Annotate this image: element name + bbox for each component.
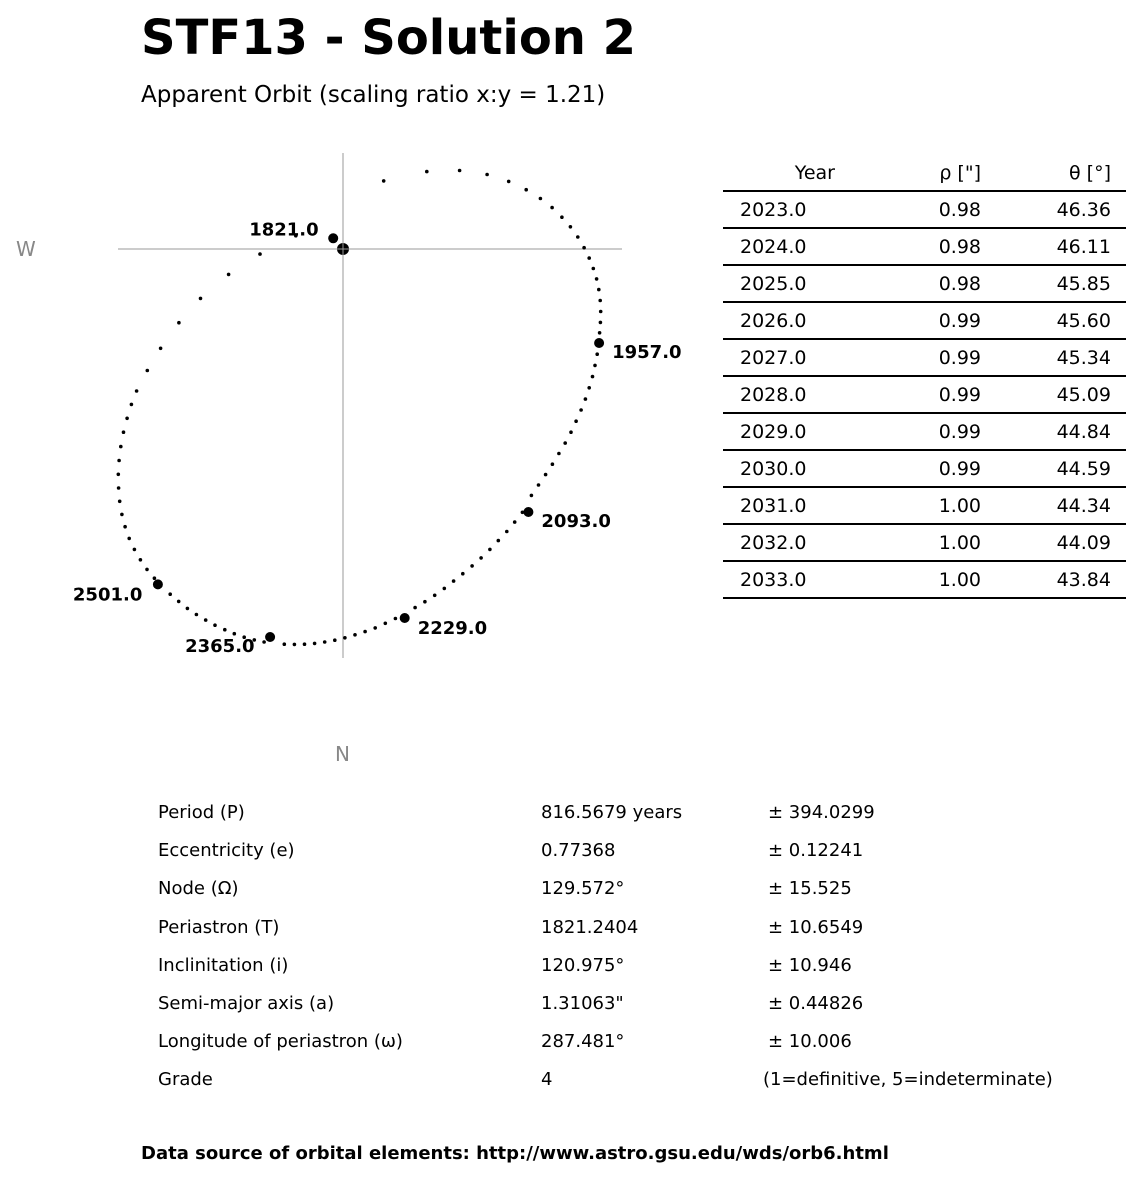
column-header-rho: ρ ["]: [835, 156, 981, 191]
orbit-point: [587, 256, 591, 260]
orbit-point: [433, 594, 437, 598]
cell-theta: 43.84: [981, 561, 1126, 598]
orbit-point: [470, 564, 474, 568]
cell-rho: 0.99: [835, 302, 981, 339]
epoch-marker: [523, 507, 533, 517]
element-value: 129.572°: [541, 878, 625, 900]
orbit-point: [423, 600, 427, 604]
epoch-label: 2093.0: [541, 511, 611, 532]
cell-theta: 46.36: [981, 191, 1126, 228]
orbit-point: [382, 179, 386, 183]
epoch-label: 2365.0: [185, 636, 255, 657]
orbit-point: [233, 632, 237, 636]
cell-theta: 46.11: [981, 228, 1126, 265]
orbit-point: [485, 173, 489, 177]
cell-rho: 0.99: [835, 413, 981, 450]
epoch-marker: [153, 579, 163, 589]
element-label: Grade: [158, 1069, 213, 1091]
orbit-point: [452, 579, 456, 583]
orbit-point: [384, 622, 388, 626]
orbit-point: [576, 235, 580, 239]
cell-theta: 44.59: [981, 450, 1126, 487]
epoch-markers: [73, 219, 682, 657]
cell-theta: 45.09: [981, 376, 1126, 413]
orbit-point: [560, 215, 564, 219]
table-row: [723, 191, 1126, 228]
orbit-point: [505, 530, 509, 534]
primary-star-marker: [337, 243, 349, 255]
orbit-point: [599, 321, 603, 325]
cell-rho: 0.99: [835, 376, 981, 413]
element-error: ± 10.6549: [768, 916, 864, 938]
orbit-point: [488, 548, 492, 552]
element-row: [0, 878, 1141, 916]
orbit-point: [574, 419, 578, 423]
orbit-point: [425, 170, 429, 174]
cell-rho: 0.99: [835, 450, 981, 487]
epoch-label: 1957.0: [612, 342, 682, 363]
orbit-point: [551, 462, 555, 466]
orbit-point: [557, 452, 561, 456]
cell-year: 2027.0: [723, 339, 835, 376]
element-error: (1=definitive, 5=indeterminate): [763, 1069, 1053, 1091]
cell-rho: 0.98: [835, 191, 981, 228]
element-value: 120.975°: [541, 954, 625, 976]
cell-year: 2024.0: [723, 228, 835, 265]
orbit-point: [146, 369, 150, 373]
orbit-point: [582, 246, 586, 250]
north-label: N: [335, 742, 350, 766]
epoch-marker: [265, 632, 275, 642]
cell-year: 2029.0: [723, 413, 835, 450]
orbit-point: [177, 600, 181, 604]
orbit-point: [127, 537, 131, 541]
table-row: [723, 265, 1126, 302]
orbit-point: [579, 408, 583, 412]
orbit-point: [283, 642, 287, 646]
element-value: 816.5679 years: [541, 802, 683, 823]
orbit-point: [117, 486, 121, 490]
orbit-point: [204, 618, 208, 622]
orbit-point: [569, 225, 573, 229]
element-error: ± 10.006: [768, 1031, 852, 1053]
orbit-point: [544, 473, 548, 477]
element-value: 4: [541, 1069, 553, 1091]
orbit-point: [145, 568, 149, 572]
element-value: 1.31063": [541, 993, 624, 1014]
orbit-point: [323, 640, 327, 644]
cell-theta: 45.85: [981, 265, 1126, 302]
orbit-point: [122, 430, 126, 434]
orbit-point: [592, 267, 596, 271]
cell-rho: 1.00: [835, 487, 981, 524]
orbit-point: [223, 628, 227, 632]
orbit-point: [595, 277, 599, 281]
orbit-point: [443, 587, 447, 591]
orbit-point: [507, 180, 511, 184]
table-row: [723, 228, 1126, 265]
orbit-point: [599, 310, 603, 314]
cell-rho: 0.99: [835, 339, 981, 376]
cell-year: 2033.0: [723, 561, 835, 598]
element-error: ± 0.44826: [768, 993, 864, 1014]
orbit-point: [373, 626, 377, 630]
orbit-point: [293, 643, 297, 647]
chart-subtitle: Apparent Orbit (scaling ratio x:y = 1.21): [141, 82, 606, 108]
orbit-point: [135, 389, 139, 393]
epoch-label: 2229.0: [417, 618, 488, 639]
column-header-theta: θ [°]: [981, 156, 1126, 191]
orbit-point: [333, 638, 337, 642]
orbit-point: [587, 386, 591, 390]
ephemeris-table: [723, 156, 1126, 599]
orbit-point: [394, 617, 398, 621]
element-value: 1821.2404: [541, 916, 639, 938]
table-row: [723, 487, 1126, 524]
orbit-point: [563, 441, 567, 445]
orbit-point: [227, 273, 231, 277]
orbit-point: [461, 572, 465, 576]
element-label: Eccentricity (e): [158, 840, 295, 862]
table-row: [723, 376, 1126, 413]
orbit-point: [584, 397, 588, 401]
cell-rho: 1.00: [835, 524, 981, 561]
table-body: [723, 191, 1126, 598]
orbit-point: [479, 556, 483, 560]
element-error: ± 394.0299: [768, 802, 875, 823]
cell-theta: 44.34: [981, 487, 1126, 524]
orbit-point: [413, 606, 417, 610]
orbit-point: [199, 297, 203, 301]
orbit-point: [262, 640, 266, 644]
cell-year: 2032.0: [723, 524, 835, 561]
orbit-point: [177, 321, 181, 325]
orbit-point: [159, 347, 163, 351]
orbit-point: [125, 417, 129, 421]
cell-year: 2031.0: [723, 487, 835, 524]
element-label: Node (Ω): [158, 878, 239, 900]
epoch-marker: [328, 233, 338, 243]
orbit-point: [530, 494, 534, 498]
element-row: [0, 802, 1141, 840]
epoch-marker: [594, 338, 604, 348]
element-row: [0, 1031, 1141, 1069]
orbit-point: [569, 430, 573, 434]
orbit-point: [118, 500, 122, 504]
orbit-points: [117, 169, 603, 647]
table-row: [723, 561, 1126, 598]
table-header-row: [723, 156, 1126, 191]
orbit-point: [117, 473, 121, 477]
orbit-point: [123, 525, 127, 529]
orbit-point: [120, 513, 124, 517]
epoch-marker: [400, 613, 410, 623]
cell-year: 2026.0: [723, 302, 835, 339]
cell-theta: 45.34: [981, 339, 1126, 376]
cell-year: 2023.0: [723, 191, 835, 228]
cell-year: 2028.0: [723, 376, 835, 413]
orbit-point: [168, 592, 172, 596]
table-row: [723, 524, 1126, 561]
cell-year: 2030.0: [723, 450, 835, 487]
column-header-year: Year: [723, 156, 835, 191]
element-value: 0.77368: [541, 840, 616, 862]
element-row: [0, 1069, 1141, 1107]
orbit-point: [363, 630, 367, 634]
orbit-point: [258, 252, 262, 256]
orbit-point: [133, 548, 137, 552]
orbit-point: [303, 642, 307, 646]
cell-theta: 45.60: [981, 302, 1126, 339]
orbit-point: [593, 364, 597, 368]
element-label: Longitude of periastron (ω): [158, 1031, 403, 1053]
orbit-point: [550, 206, 554, 210]
orbit-point: [598, 331, 602, 335]
element-row: [0, 840, 1141, 878]
orbit-point: [497, 539, 501, 543]
cell-rho: 0.98: [835, 228, 981, 265]
west-label: W: [16, 237, 36, 261]
orbit-point: [343, 636, 347, 640]
element-row: [0, 993, 1141, 1031]
orbit-plot: [0, 0, 700, 780]
epoch-label: 1821.0: [249, 219, 319, 241]
orbit-point: [139, 558, 143, 562]
orbit-point: [595, 352, 599, 356]
orbit-point: [591, 375, 595, 379]
table-row: [723, 413, 1126, 450]
orbit-point: [153, 576, 157, 580]
element-error: ± 15.525: [768, 878, 852, 900]
table-row: [723, 339, 1126, 376]
orbit-point: [458, 169, 462, 173]
element-row: [0, 917, 1141, 955]
orbit-point: [539, 197, 543, 201]
orbit-point: [353, 633, 357, 637]
element-label: Periastron (T): [158, 916, 280, 938]
orbit-point: [537, 483, 541, 487]
cell-theta: 44.09: [981, 524, 1126, 561]
cell-rho: 1.00: [835, 561, 981, 598]
epoch-label: 2501.0: [72, 584, 143, 606]
element-label: Period (P): [158, 802, 245, 823]
element-row: [0, 955, 1141, 993]
orbit-point: [598, 299, 602, 303]
element-error: ± 10.946: [768, 954, 852, 976]
orbit-point: [130, 403, 134, 407]
orbit-point: [313, 642, 317, 646]
orbit-point: [117, 459, 121, 463]
orbit-point: [524, 188, 528, 192]
cell-year: 2025.0: [723, 265, 835, 302]
element-value: 287.481°: [541, 1031, 625, 1053]
orbit-point: [213, 623, 217, 627]
element-label: Inclinitation (i): [158, 954, 289, 976]
orbit-point: [195, 613, 199, 617]
cell-theta: 44.84: [981, 413, 1126, 450]
element-label: Semi-major axis (a): [158, 993, 335, 1014]
orbit-point: [186, 607, 190, 611]
data-source-footer: Data source of orbital elements: http://www.astro.gsu.edu/wds/orb6.html: [141, 1143, 889, 1164]
page-title: STF13 - Solution 2: [141, 10, 637, 66]
orbit-point: [597, 288, 601, 292]
cell-rho: 0.98: [835, 265, 981, 302]
element-error: ± 0.12241: [768, 840, 864, 862]
orbit-point: [119, 445, 123, 449]
orbit-point: [513, 520, 517, 524]
table-row: [723, 450, 1126, 487]
table-row: [723, 302, 1126, 339]
